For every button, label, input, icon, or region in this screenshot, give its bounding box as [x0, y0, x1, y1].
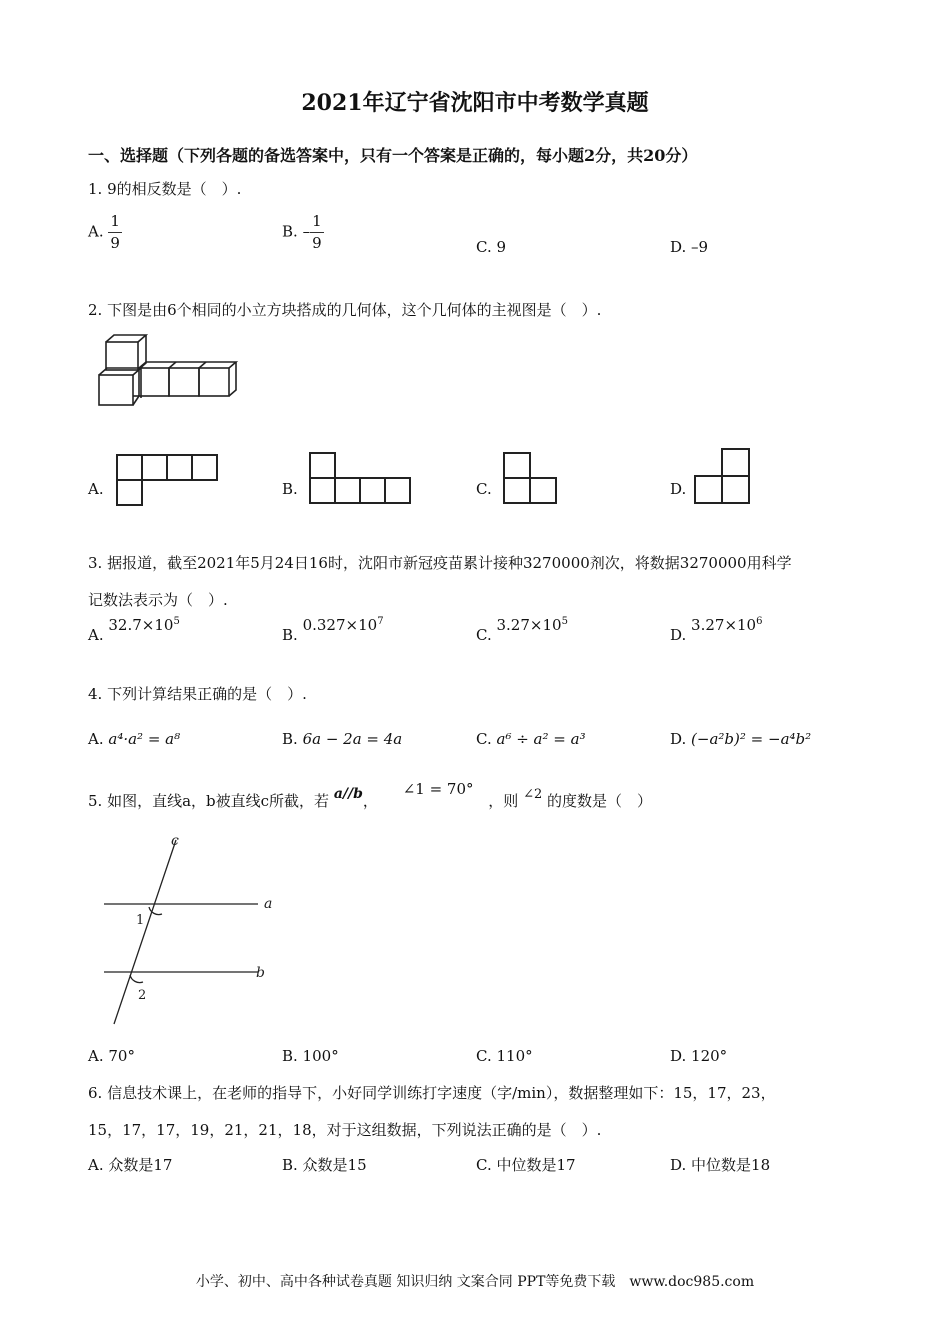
math-exponent: 5 [561, 616, 568, 627]
parallel-lines-figure [96, 832, 286, 1032]
label-angle-1: 1 [136, 913, 145, 928]
q5-option-d: D. 120° [670, 1047, 728, 1065]
q2-option-b-figure [309, 452, 413, 506]
q4-option-d [670, 730, 811, 748]
math-exponent: 7 [377, 616, 384, 627]
minus-sign: – [302, 222, 311, 241]
math-expression [691, 616, 762, 634]
q1-option-d: D. –9 [670, 238, 709, 256]
math-expression: a⁴·a² = a⁸ [108, 730, 181, 748]
q6-option-b: B. 众数是15 [282, 1156, 367, 1174]
q2-option-d-label: D. [670, 480, 687, 498]
q6-option-c: C. 中位数是17 [476, 1156, 576, 1174]
question-6-stem-line1: 6. 信息技术课上，在老师的指导下，小好同学训练打字速度（字/min），数据整理如下：15，17，23， [88, 1084, 776, 1102]
numerator: 1 [110, 212, 120, 230]
math-expression [303, 616, 384, 634]
math-expression [497, 616, 568, 634]
cube-stack-figure [96, 332, 246, 412]
option-label: A. [88, 730, 104, 748]
parallel-expression: a//b [333, 786, 363, 802]
math-base: 0.327×10 [302, 616, 378, 634]
option-label: C. [476, 730, 492, 748]
q4-option-a [88, 730, 180, 748]
option-label: B. [282, 730, 298, 748]
question-3-stem-line1: 3. 据报道，截至2021年5月24日16时，沈阳市新冠疫苗累计接种3270000剂次，将数据3270000用科学 [88, 554, 792, 572]
question-2-stem: 2. 下图是由6个相同的小立方块搭成的几何体，这个几何体的主视图是（ ）. [88, 301, 602, 319]
q2-option-b-label: B. [282, 480, 298, 498]
q5-option-a: A. 70° [88, 1047, 135, 1065]
math-exponent: 5 [173, 616, 180, 627]
option-label: D. [670, 730, 687, 748]
label-a: a [264, 896, 273, 912]
angle-two-expression: ∠2 [523, 787, 543, 802]
question-1-stem: 1. 9的相反数是（ ）. [88, 180, 242, 198]
option-label: C. [476, 626, 492, 644]
fraction-one-ninth [108, 214, 122, 251]
denominator: 9 [110, 234, 120, 252]
option-label: A. [88, 626, 104, 644]
option-label: B. [282, 626, 298, 644]
q2-option-a-figure [116, 454, 218, 508]
option-label: A. [88, 222, 104, 241]
angle-2-arc [130, 975, 143, 983]
q2-option-a-label: A. [88, 480, 104, 498]
math-expression [108, 616, 179, 634]
stem-text: 的度数是（ ） [547, 792, 653, 810]
option-label: B. [282, 222, 298, 241]
question-5-stem [88, 780, 653, 811]
option-label: D. [670, 626, 687, 644]
q1-option-b [282, 214, 324, 251]
page-title: 2021年辽宁省沈阳市中考数学真题 [301, 90, 649, 116]
stem-text: ， [362, 792, 378, 810]
stem-text: ，则 [488, 792, 519, 810]
q2-option-c-label: C. [476, 480, 492, 498]
q4-option-b [282, 730, 402, 748]
q5-option-c: C. 110° [476, 1047, 533, 1065]
label-angle-2: 2 [138, 988, 147, 1003]
math-expression: (−a²b)² = −a⁴b² [691, 730, 812, 748]
math-base: 3.27×10 [691, 616, 757, 634]
stem-text: 5. 如图，直线a，b被直线c所截，若 [88, 792, 330, 810]
math-expression: a⁶ ÷ a² = a³ [496, 730, 586, 748]
denominator: 9 [312, 234, 322, 252]
label-c: c [171, 833, 179, 849]
fraction-neg-one-ninth [310, 214, 324, 251]
q4-option-c [476, 730, 586, 748]
label-b: b [256, 965, 265, 981]
q2-option-c-figure [503, 452, 559, 506]
question-3-stem-line2: 记数法表示为（ ）. [88, 591, 228, 609]
question-6-stem-line2: 15，17，17，19，21，21，18，对于这组数据，下列说法正确的是（ ）. [88, 1121, 602, 1139]
math-base: 32.7×10 [108, 616, 174, 634]
question-4-stem: 4. 下列计算结果正确的是（ ）. [88, 685, 307, 703]
q5-option-b: B. 100° [282, 1047, 339, 1065]
math-exponent: 6 [756, 616, 763, 627]
angle-one-expression: ∠1 = 70° [402, 780, 474, 798]
math-expression: 6a − 2a = 4a [302, 730, 403, 748]
q6-option-a: A. 众数是17 [88, 1156, 173, 1174]
section-heading: 一、选择题（下列各题的备选答案中，只有一个答案是正确的，每小题2分，共20分） [88, 146, 698, 165]
page-footer: 小学、初中、高中各种试卷真题 知识归纳 文案合同 PPT等免费下载 www.doc985.com [195, 1274, 755, 1290]
numerator: 1 [312, 212, 322, 230]
q1-option-c: C. 9 [476, 238, 507, 256]
math-base: 3.27×10 [496, 616, 562, 634]
q6-option-d: D. 中位数是18 [670, 1156, 771, 1174]
q2-option-d-figure [694, 448, 752, 506]
q1-option-a [88, 214, 122, 251]
